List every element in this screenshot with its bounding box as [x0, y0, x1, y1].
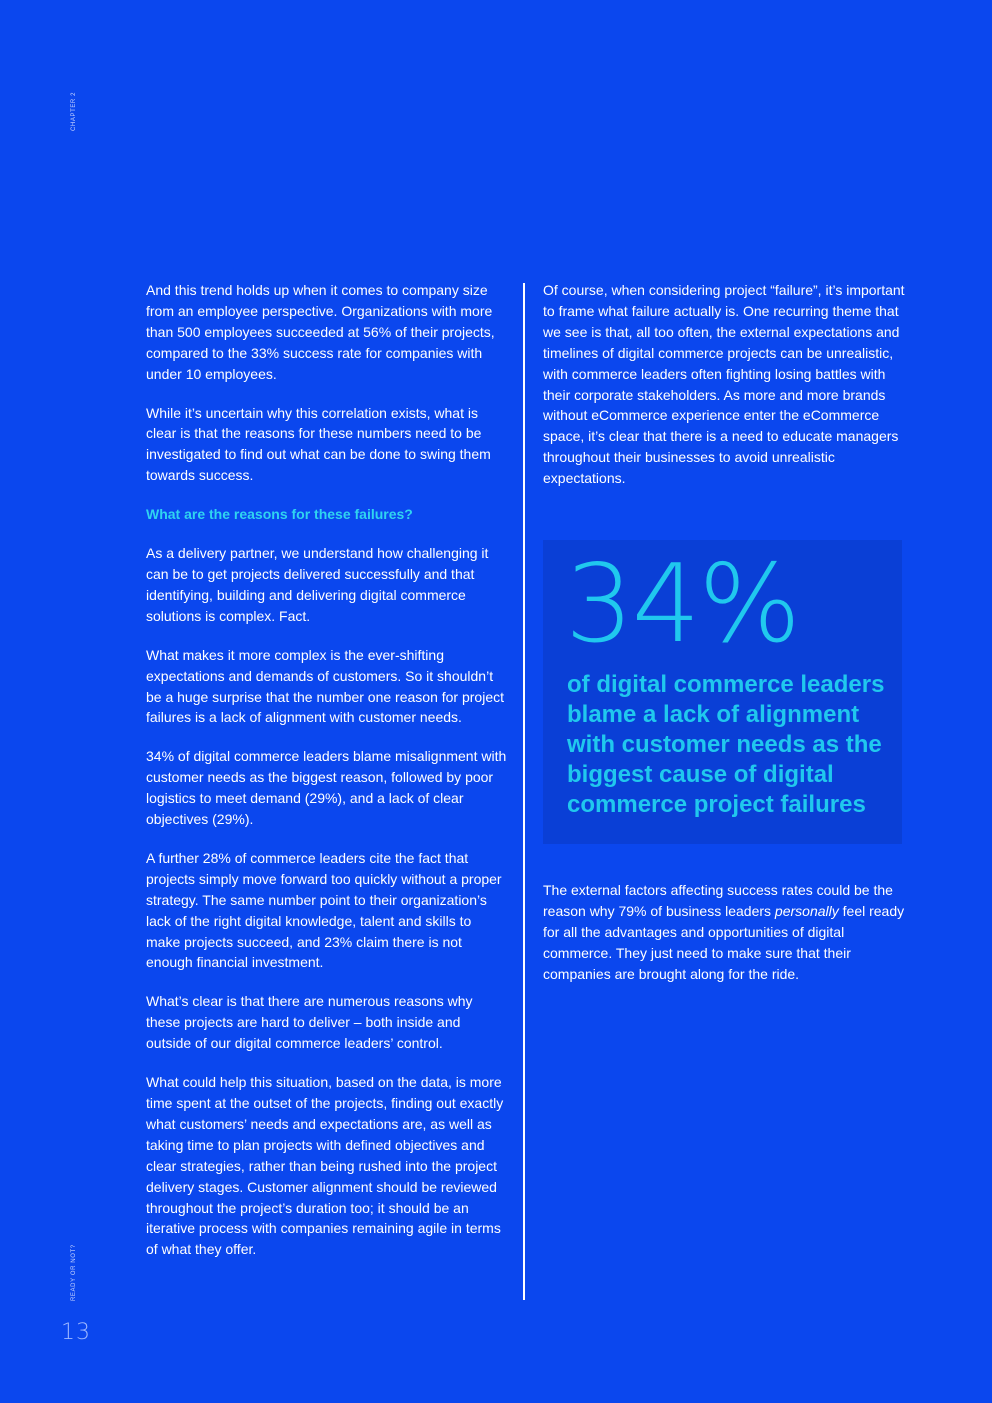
- paragraph-text: The external factors affecting success rates could be the reason why 79% of business leaders: [543, 882, 893, 919]
- paragraph: A further 28% of commerce leaders cite the fact that projects simply move forward too quickly without a proper strategy. The same number point to their organization’s lack of the right digital knowledge, talent and skills to make projects succeed, and 23% claim there is not enough financial investment.: [146, 849, 502, 971]
- right-column-bottom: [543, 880, 905, 1003]
- paragraph: While it’s uncertain why this correlation exists, what is clear is that the reasons for these numbers need to be investigated to find out what can be done to swing them towards success.: [146, 404, 491, 484]
- left-column: [146, 280, 508, 1278]
- paragraph: What could help this situation, based on the data, is more time spent at the outset of the projects, finding out exactly what customers’ needs and expectations are, as well as taking time to plan projects with defined objectives and clear strategies, rather than being rushed into the project delivery stages. Customer alignment should be reviewed throughout the project’s duration too; it should be an iterative process with companies remaining agile in terms of what they offer.: [146, 1074, 504, 1258]
- chapter-label: CHAPTER 2: [71, 91, 77, 131]
- callout-stat-text: of digital commerce leaders blame a lack of alignment with customer needs as the biggest cause of digital commerce project failures: [567, 671, 885, 818]
- paragraph: [543, 880, 905, 985]
- page-number: 13: [61, 1320, 91, 1345]
- paragraph: 34% of digital commerce leaders blame misalignment with customer needs as the biggest reason, followed by poor logistics to meet demand (29%), and a lack of clear objectives (29%).: [146, 748, 507, 828]
- paragraph: And this trend holds up when it comes to company size from an employee perspective. Organizations with more than 500 employees succeeded at 56% of their projects, compared to the 33% success rate for companies with under 10 employees.: [146, 282, 495, 382]
- paragraph: Of course, when considering project “failure”, it’s important to frame what failure actually is. One recurring theme that we see is that, all too often, the external expectations and timelines of digital commerce projects can be unrealistic, with commerce leaders often fighting losing battles with their corporate stakeholders. As more and more brands without eCommerce experience enter the eCommerce space, it’s clear that there is a need to educate managers throughout their businesses to avoid unrealistic expectations.: [543, 282, 905, 487]
- paragraph-text: feel ready for all the advantages and opportunities of digital commerce. They just need to make sure that their companies are brought along for the ride.: [543, 902, 905, 982]
- callout-stat-number: 34%: [565, 542, 800, 667]
- stat-callout-box: [543, 540, 902, 844]
- emphasis-text: personally: [774, 902, 839, 919]
- paragraph: As a delivery partner, we understand how challenging it can be to get projects delivered successfully and that identifying, building and delivering digital commerce solutions is complex. Fact.: [146, 545, 489, 624]
- right-column-top: [543, 280, 905, 507]
- section-subheading: What are the reasons for these failures?: [146, 506, 413, 523]
- paragraph: What makes it more complex is the ever-shifting expectations and demands of customers. So it shouldn’t be a huge surprise that the number one reason for project failures is a lack of alignment with customer needs.: [146, 646, 504, 726]
- paragraph: What’s clear is that there are numerous reasons why these projects are hard to deliver – both inside and outside of our digital commerce leaders’ control.: [146, 993, 473, 1052]
- column-divider: [523, 283, 525, 1300]
- report-title-label: READY OR NOT?: [71, 1244, 77, 1301]
